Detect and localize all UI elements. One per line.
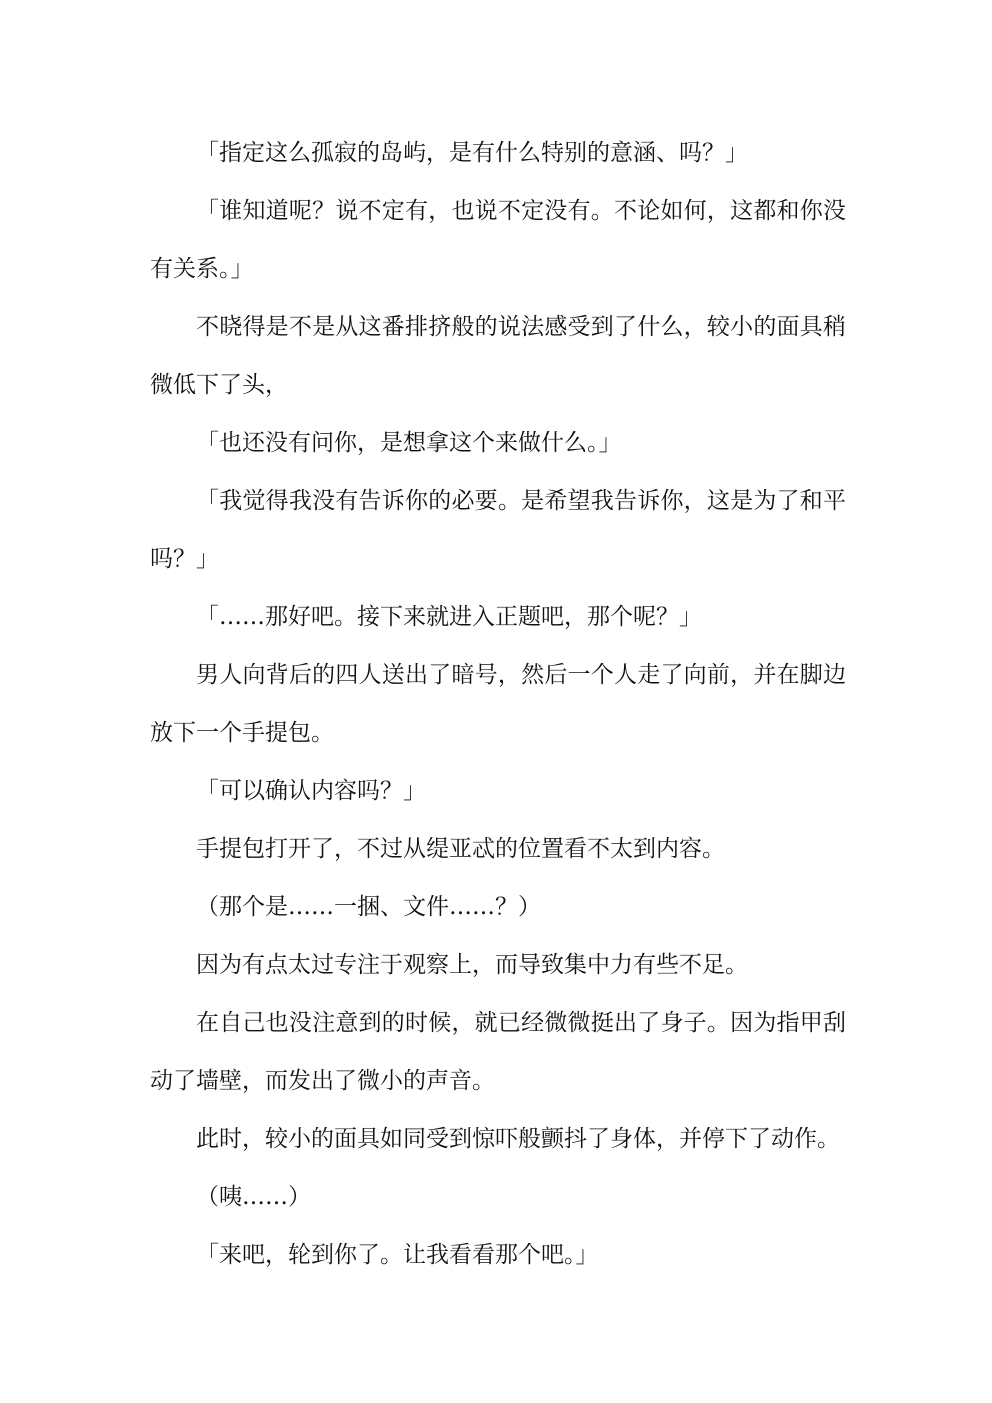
paragraph: 因为有点太过专注于观察上，而导致集中力有些不足。 (196, 952, 748, 978)
paragraph: 「也还没有问你，是想拿这个来做什么。」 (196, 430, 622, 456)
paragraph: 此时，较小的面具如同受到惊吓般颤抖了身体，并停下了动作。 (196, 1126, 840, 1152)
paragraph: 不晓得是不是从这番排挤般的说法感受到了什么，较小的面具稍微低下了头， (150, 314, 846, 398)
body-text (150, 124, 846, 1284)
paragraph: 「……那好吧。接下来就进入正题吧，那个呢？」 (196, 604, 702, 630)
paragraph: 「指定这么孤寂的岛屿，是有什么特别的意涵、吗？」 (196, 140, 748, 166)
paragraph: 手提包打开了，不过从缇亚忒的位置看不太到内容。 (196, 836, 725, 862)
paragraph: 「我觉得我没有告诉你的必要。是希望我告诉你，这是为了和平吗？」 (150, 488, 846, 572)
paragraph: 「可以确认内容吗？」 (196, 778, 426, 804)
paragraph: （那个是……一捆、文件……？） (196, 894, 541, 920)
paragraph: 「谁知道呢？说不定有，也说不定没有。不论如何，这都和你没有关系。」 (150, 198, 846, 282)
paragraph: 「来吧，轮到你了。让我看看那个吧。」 (196, 1242, 599, 1268)
paragraph: 在自己也没注意到的时候，就已经微微挺出了身子。因为指甲刮动了墙壁，而发出了微小的声音。 (150, 1010, 846, 1094)
paragraph: （咦……） (196, 1184, 311, 1210)
paragraph: 男人向背后的四人送出了暗号，然后一个人走了向前，并在脚边放下一个手提包。 (150, 662, 846, 746)
